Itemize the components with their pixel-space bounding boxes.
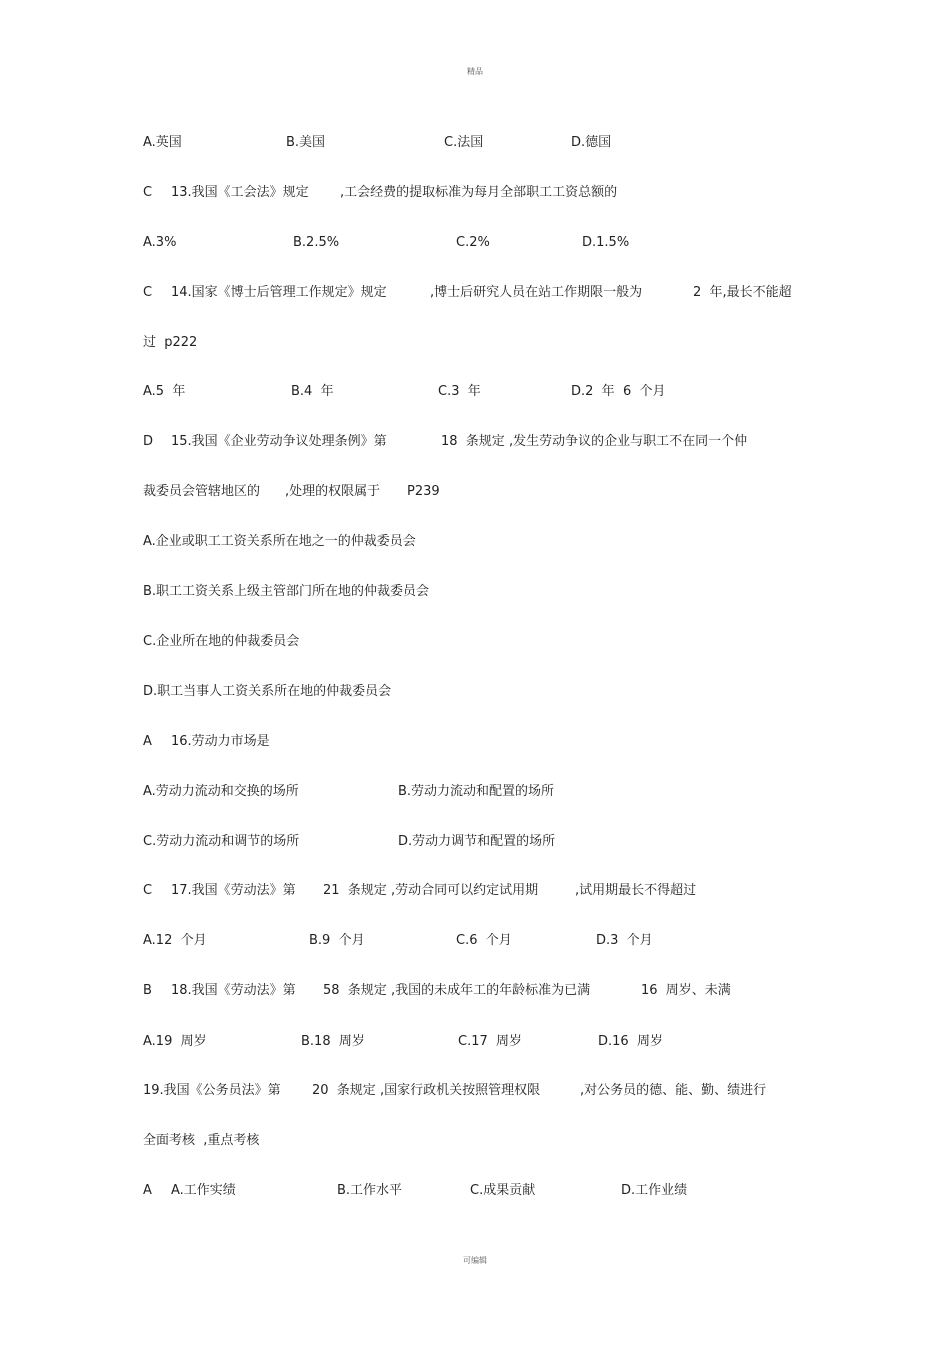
text-line-8-segment-3: P239 (407, 484, 440, 499)
text-line-15-segment-2: D.劳动力调节和配置的场所 (398, 834, 556, 849)
text-line-20-segment-3: ,对公务员的德、能、勤、绩进行 (580, 1083, 767, 1098)
text-line-11-segment-1: C.企业所在地的仲裁委员会 (143, 634, 300, 649)
text-line-14-segment-2: B.劳动力流动和配置的场所 (398, 784, 555, 799)
text-line-10-segment-1: B.职工工资关系上级主管部门所在地的仲裁委员会 (143, 584, 430, 599)
text-line-7-segment-1: D (143, 434, 154, 449)
text-line-16-segment-4: ,试用期最长不得超过 (575, 883, 697, 898)
text-line-2-segment-1: C (143, 185, 153, 200)
text-line-3-segment-2: B.2.5% (293, 235, 340, 250)
text-line-12-segment-1: D.职工当事人工资关系所在地的仲裁委员会 (143, 684, 392, 699)
text-line-21-segment-1: 全面考核 ,重点考核 (143, 1133, 260, 1148)
text-line-19-segment-4: D.16 周岁 (598, 1034, 663, 1049)
text-line-16-segment-2: 17.我国《劳动法》第 (171, 883, 296, 898)
text-line-16-segment-3: 21 条规定 ,劳动合同可以约定试用期 (323, 883, 539, 898)
text-line-8-segment-2: ,处理的权限属于 (285, 484, 381, 499)
text-line-22-segment-5: D.工作业绩 (621, 1183, 688, 1198)
text-line-18-segment-3: 58 条规定 ,我国的未成年工的年龄标准为已满 (323, 983, 591, 998)
text-line-4-segment-3: ,博士后研究人员在站工作期限一般为 (430, 285, 643, 300)
text-line-17-segment-1: A.12 个月 (143, 933, 207, 948)
text-line-20-segment-1: 19.我国《公务员法》第 (143, 1083, 281, 1098)
text-line-20-segment-2: 20 条规定 ,国家行政机关按照管理权限 (312, 1083, 541, 1098)
text-line-22-segment-2: A.工作实绩 (171, 1183, 236, 1198)
text-line-9-segment-1: A.企业或职工工资关系所在地之一的仲裁委员会 (143, 534, 416, 549)
text-line-19-segment-2: B.18 周岁 (301, 1034, 365, 1049)
text-line-22-segment-3: B.工作水平 (337, 1183, 403, 1198)
text-line-19-segment-3: C.17 周岁 (458, 1034, 523, 1049)
text-line-5-segment-1: 过 p222 (143, 335, 198, 350)
text-line-14-segment-1: A.劳动力流动和交换的场所 (143, 784, 299, 799)
text-line-22-segment-4: C.成果贡献 (470, 1183, 536, 1198)
text-line-17-segment-3: C.6 个月 (456, 933, 512, 948)
text-line-7-segment-2: 15.我国《企业劳动争议处理条例》第 (171, 434, 387, 449)
text-line-7-segment-3: 18 条规定 ,发生劳动争议的企业与职工不在同一个仲 (441, 434, 748, 449)
text-line-15-segment-1: C.劳动力流动和调节的场所 (143, 834, 300, 849)
text-line-1-segment-3: C.法国 (444, 135, 484, 150)
text-line-6-segment-1: A.5 年 (143, 384, 186, 399)
text-line-18-segment-1: B (143, 983, 152, 998)
text-line-22-segment-1: A (143, 1183, 152, 1198)
text-line-6-segment-2: B.4 年 (291, 384, 334, 399)
text-line-3-segment-3: C.2% (456, 235, 490, 250)
text-line-4-segment-2: 14.国家《博士后管理工作规定》规定 (171, 285, 387, 300)
text-line-1-segment-2: B.美国 (286, 135, 326, 150)
text-line-8-segment-1: 裁委员会管辖地区的 (143, 484, 261, 499)
text-line-6-segment-4: D.2 年 6 个月 (571, 384, 666, 399)
page-footer: 可编辑 (463, 1256, 487, 1265)
text-line-13-segment-2: 16.劳动力市场是 (171, 734, 270, 749)
text-line-16-segment-1: C (143, 883, 153, 898)
text-line-17-segment-2: B.9 个月 (309, 933, 365, 948)
text-line-4-segment-4: 2 年,最长不能超 (693, 285, 792, 300)
page-header: 精品 (467, 67, 483, 76)
text-line-13-segment-1: A (143, 734, 152, 749)
text-line-1-segment-4: D.德国 (571, 135, 612, 150)
text-line-4-segment-1: C (143, 285, 153, 300)
text-line-3-segment-4: D.1.5% (582, 235, 630, 250)
text-line-19-segment-1: A.19 周岁 (143, 1034, 207, 1049)
text-line-18-segment-2: 18.我国《劳动法》第 (171, 983, 296, 998)
text-line-2-segment-2: 13.我国《工会法》规定 (171, 185, 309, 200)
text-line-17-segment-4: D.3 个月 (596, 933, 653, 948)
text-line-3-segment-1: A.3% (143, 235, 177, 250)
text-line-18-segment-4: 16 周岁、未满 (641, 983, 731, 998)
text-line-1-segment-1: A.英国 (143, 135, 182, 150)
text-line-6-segment-3: C.3 年 (438, 384, 481, 399)
text-line-2-segment-3: ,工会经费的提取标准为每月全部职工工资总额的 (340, 185, 618, 200)
